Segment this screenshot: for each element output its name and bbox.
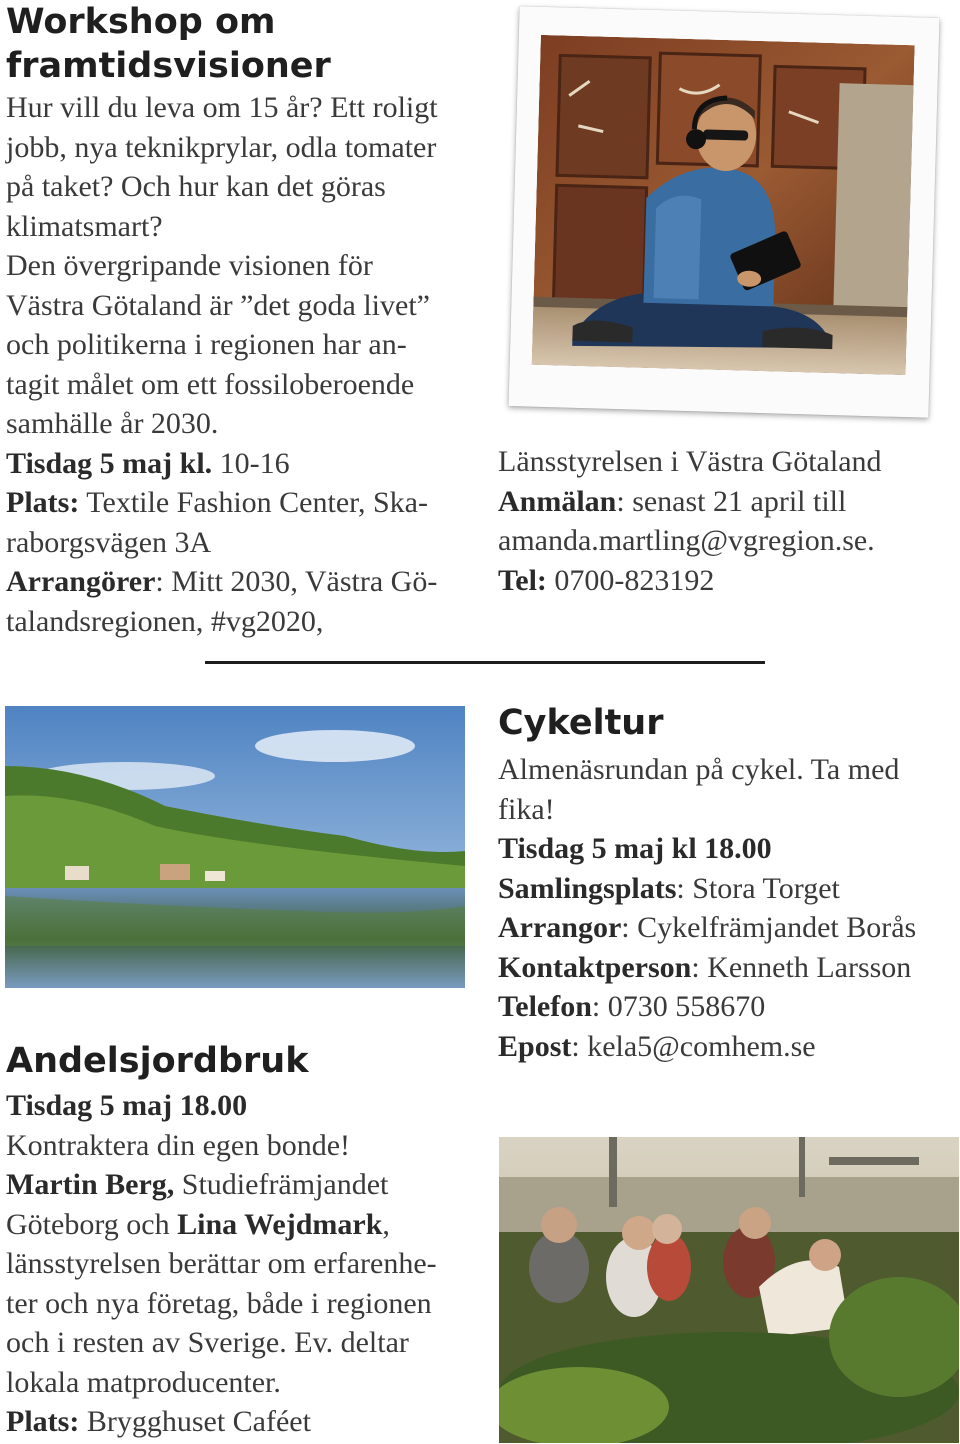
man-with-tablet-illustration [532,35,915,375]
polaroid-photo-frame [508,6,939,418]
date-label: Tisdag 5 maj kl. [6,446,213,480]
place-label: Plats: [6,486,80,519]
urban-garden-illustration [499,1137,959,1443]
arranger-value: : Cykelfrämjandet Borås [621,911,917,944]
workshop-title: Workshop om framtidsvisioner [6,2,331,86]
date-value: 10-16 [219,446,290,480]
section-divider [205,661,765,664]
andels-place-label: Plats: [6,1405,80,1438]
organizers-label: Arrangörer [6,565,156,598]
andels-place-value: Brygghuset Caféet [86,1405,311,1438]
email-value[interactable]: : kela5@comhem.se [571,1029,816,1063]
workshop-place [6,483,476,562]
andels-line: lokala matproducenter. [6,1365,281,1399]
org-line: Länsstyrelsen i Västra Götaland [498,445,882,478]
andels-line: och i resten av Sverige. Ev. deltar [6,1326,409,1359]
intro-line: samhälle år 2030. [6,407,219,440]
speaker-name: Martin Berg, [6,1168,175,1201]
tel-label: Tel: [498,563,547,597]
cykeltur-date: Tisdag 5 maj kl 18.00 [498,832,772,865]
intro-line: och politikerna i regionen har an- [6,328,407,361]
andels-line: Kontraktera din egen bonde! [6,1128,351,1162]
speaker-name: Lina Wejdmark [177,1207,383,1241]
email-label: Epost [498,1029,572,1063]
signup-label: Anmälan [498,484,617,518]
andelsjordbruk-text [6,1086,476,1442]
intro-line: klimatsmart? [6,209,163,243]
arranger-label: Arrangor [498,911,622,944]
tel-value: 0700-823192 [554,563,715,597]
phone-label: Telefon [498,990,592,1023]
andelsjordbruk-title: Andelsjordbruk [6,1041,309,1081]
workshop-organizers [6,562,476,641]
intro-line: jobb, nya teknikprylar, odla tomater [6,130,437,164]
signup-email[interactable]: amanda.martling@vgregion.se. [498,524,875,557]
cykeltur-desc: Almenäsrundan på cykel. Ta med [498,753,900,786]
andels-line: Göteborg och [6,1207,178,1241]
man-with-tablet-photo [532,35,915,375]
contact-label: Kontaktperson [498,950,692,984]
andels-line: ter och nya företag, både i regionen [6,1286,432,1320]
organizers-value: : Mitt 2030, Västra Gö- [155,565,438,598]
workshop-contact [498,442,948,600]
cykeltur-text [498,750,953,1066]
intro-line: Hur vill du leva om 15 år? Ett roligt [6,91,438,124]
lake-photo [5,706,465,988]
contact-value: : Kenneth Larsson [691,950,912,984]
intro-line: på taket? Och hur kan det göras [6,170,386,203]
intro-line: Den övergripande visionen för [6,249,373,282]
intro-line: Västra Götaland är ”det goda livet” [6,288,430,322]
andelsjordbruk-body [6,1086,476,1442]
cykeltur-body [498,750,953,1066]
phone-value: : 0730 558670 [591,990,766,1023]
speaker-org: Studiefrämjandet [174,1168,389,1201]
cykeltur-desc: fika! [498,792,555,826]
cykeltur-title: Cykeltur [498,703,664,743]
lake-landscape-illustration [5,706,465,988]
meeting-label: Samlingsplats [498,871,677,905]
meeting-value: : Stora Torget [676,871,840,905]
signup-value: : senast 21 april till [616,484,847,518]
organizers-value: talandsregionen, #vg2020, [6,604,324,638]
workshop-contact-text [498,442,948,600]
workshop-body [6,88,476,641]
andels-line: länsstyrelsen berättar om erfarenhe- [6,1247,437,1280]
urban-garden-photo [499,1137,959,1443]
place-value: Textile Fashion Center, Ska- [86,486,428,519]
andels-date: Tisdag 5 maj 18.00 [6,1089,248,1122]
workshop-date [6,444,476,484]
intro-line: tagit målet om ett fossiloberoende [6,367,415,401]
place-value: raborgsvägen 3A [6,525,212,559]
workshop-intro [6,88,476,444]
andels-line: , [382,1207,390,1241]
